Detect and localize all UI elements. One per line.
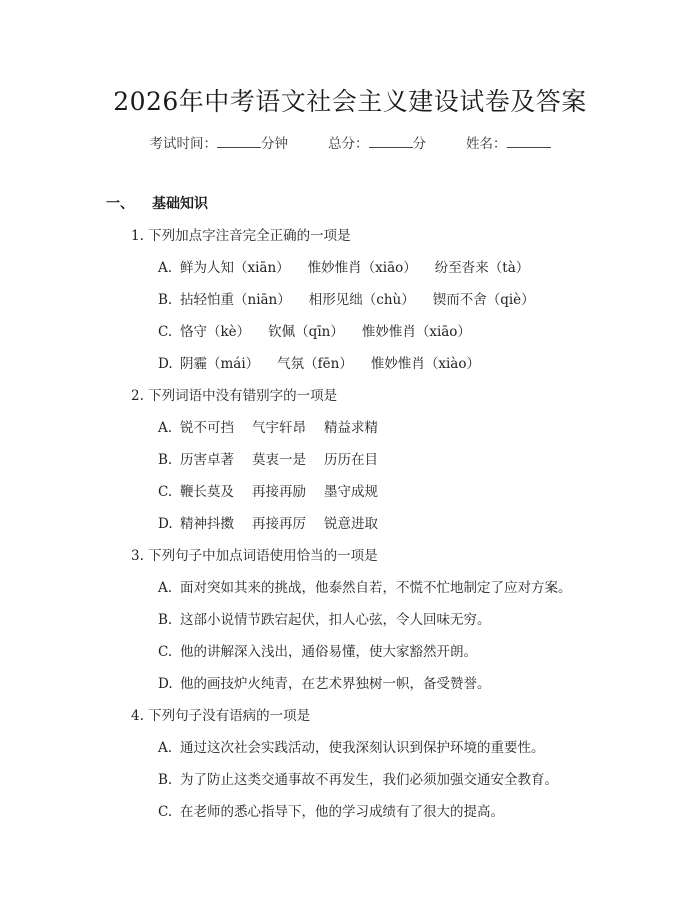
option-row: A. 面对突如其来的挑战，他泰然自若，不慌不忙地制定了应对方案。 <box>158 580 572 596</box>
exam-meta <box>0 132 700 152</box>
option-row: A. 锐不可挡 气宇轩昂 精益求精 <box>158 420 378 436</box>
option-row: A. 鲜为人知（xiān） 惟妙惟肖（xiāo） 纷至沓来（tà） <box>158 260 530 276</box>
score-blank <box>369 135 413 148</box>
option-row: B. 这部小说情节跌宕起伏，扣人心弦，令人回味无穷。 <box>158 612 491 628</box>
exam-time: 考试时间： 分钟 <box>149 136 288 152</box>
option-row: D. 他的画技炉火纯青，在艺术界独树一帜，备受赞誉。 <box>158 676 491 692</box>
page-title: 2026年中考语文社会主义建设试卷及答案 <box>113 87 587 116</box>
option-row: B. 历害卓著 莫衷一是 历历在目 <box>158 452 378 468</box>
total-score: 总分： 分 <box>328 136 426 152</box>
option-row: D. 阴霾（mái） 气氛（fēn） 惟妙惟肖（xiào） <box>158 356 480 372</box>
option-row: D. 精神抖擞 再接再厉 锐意进取 <box>158 516 378 532</box>
section-heading: 一、 基础知识 <box>106 196 208 212</box>
question-stem: 2. 下列词语中没有错别字的一项是 <box>131 388 338 404</box>
option-row: B. 为了防止这类交通事故不再发生，我们必须加强交通安全教育。 <box>158 772 558 788</box>
option-row: C. 在老师的悉心指导下，他的学习成绩有了很大的提高。 <box>158 804 504 820</box>
option-row: C. 恪守（kè） 钦佩（qīn） 惟妙惟肖（xiāo） <box>158 324 471 340</box>
question-stem: 1. 下列加点字注音完全正确的一项是 <box>131 228 351 244</box>
option-row: B. 拈轻怕重（niān） 相形见绌（chù） 锲而不舍（qiè） <box>158 292 535 308</box>
name-blank <box>507 135 551 148</box>
student-name: 姓名： <box>466 132 551 152</box>
question-stem: 3. 下列句子中加点词语使用恰当的一项是 <box>131 548 378 564</box>
option-row: C. 他的讲解深入浅出，通俗易懂，使大家豁然开朗。 <box>158 644 477 660</box>
question-stem: 4. 下列句子没有语病的一项是 <box>131 708 311 724</box>
option-row: A. 通过这次社会实践活动，使我深刻认识到保护环境的重要性。 <box>158 740 545 756</box>
time-blank <box>217 135 261 148</box>
option-row: C. 鞭长莫及 再接再励 墨守成规 <box>158 484 378 500</box>
